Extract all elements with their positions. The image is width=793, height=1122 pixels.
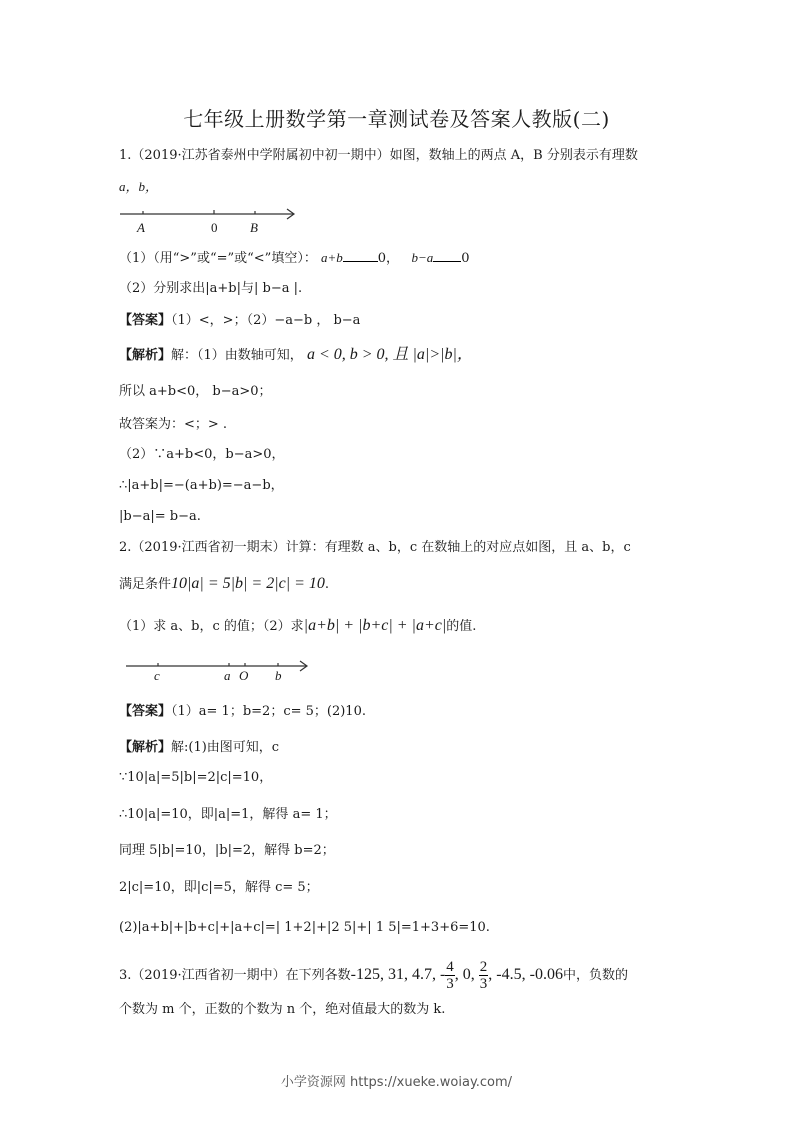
- q2-label-b: b: [275, 668, 282, 683]
- q1-part1-zero1: 0，: [377, 251, 400, 266]
- q2-label-O: O: [239, 668, 249, 683]
- q3-stem-prefix: 3.（2019·江西省初一期中）在下列各数: [119, 968, 351, 983]
- q1-number-line: [119, 206, 299, 220]
- q1-analysis-line: 所以 a+b<0， b−a>0；: [119, 384, 272, 399]
- q1-label-A: A: [137, 220, 145, 235]
- q3-frac1-den: 3: [446, 976, 454, 992]
- q1-analysis-line: ∴|a+b|=−(a+b)=−a−b，: [119, 478, 284, 493]
- q3-frac2-den: 3: [479, 976, 488, 992]
- q1-label-B: B: [250, 220, 258, 235]
- q2-analysis-line1-text: 解:(1)由图可知，c: [171, 740, 280, 755]
- q2-analysis-tag: 【解析】: [119, 740, 172, 755]
- q3-frac1-num: 4: [446, 959, 454, 975]
- q1-analysis-line1-math: a < 0, b > 0, 且 |a|>|b|，: [306, 346, 473, 363]
- q3-stem-suffix: 中，负数的: [562, 968, 628, 983]
- q1-part1: [119, 249, 470, 268]
- q1-analysis-line1-text: 解：（1）由数轴可知，: [171, 348, 303, 363]
- q2-analysis-line1: [119, 739, 279, 757]
- q2-analysis-line: ∴10|a|=10，即|a|=1，解得 a= 1；: [119, 807, 337, 822]
- q2-condition-math: 10|a| = 5|b| = 2|c| = 10: [171, 575, 325, 592]
- q3-numbers-mid: , 0,: [454, 966, 479, 983]
- q1-analysis-line: （2）∵a+b<0，b−a>0，: [119, 447, 285, 462]
- q1-stem-line1: 1.（2019·江苏省泰州中学附属初中初一期中）如图，数轴上的两点 A，B 分别表示有理数: [119, 148, 638, 163]
- q1-analysis-tag: 【解析】: [119, 348, 172, 363]
- q1-analysis-line: |b−a|= b−a.: [119, 509, 201, 524]
- q2-analysis-line: ∵10|a|=5|b|=2|c|=10，: [119, 770, 273, 785]
- q3-fraction-neg-4-3: [445, 959, 455, 992]
- q1-part1-expr1: a+b: [320, 250, 343, 265]
- q1-analysis-line1: [119, 346, 473, 365]
- q2-parts-text2: 的值.: [446, 619, 477, 634]
- q1-part2: （2）分别求出|a+b|与| b−a |.: [119, 281, 303, 296]
- q2-number-line: [124, 658, 314, 672]
- page-footer-watermark: 小学资源网 https://xueke.woiay.com/: [280, 1075, 513, 1090]
- page-title: 七年级上册数学第一章测试卷及答案人教版(二): [183, 107, 610, 131]
- q2-answer-tag: 【答案】: [119, 704, 172, 719]
- q3-numbers-after: , -4.5, -0.06: [488, 966, 563, 983]
- q2-parts: [119, 617, 476, 636]
- q2-stem-line1: 2.（2019·江西省初一期末）计算：有理数 a、b，c 在数轴上的对应点如图，且 a、b，c: [119, 540, 631, 555]
- q1-analysis-line: 故答案为：<；> .: [119, 417, 228, 432]
- q2-stem-line2-end: .: [324, 577, 330, 592]
- q2-stem-line2-text: 满足条件: [119, 577, 172, 592]
- q1-part1-prefix: （1）（用“>”或“=”或“<”填空）：: [119, 251, 317, 266]
- q1-blank-2[interactable]: [433, 249, 461, 262]
- q1-blank-1[interactable]: [343, 249, 378, 262]
- q2-analysis-line: 同理 5|b|=10，|b|=2，解得 b=2；: [119, 843, 335, 858]
- q3-stem-line1: [119, 958, 628, 993]
- q2-parts-math: |a+b| + |b+c| + |a+c|: [303, 617, 447, 634]
- q2-answer-text: （1）a= 1；b=2；c= 5；(2)10.: [171, 704, 366, 719]
- q2-label-c: c: [154, 668, 160, 683]
- q1-part1-expr2: b−a: [411, 250, 434, 265]
- q1-stem-line2: a，b，: [119, 179, 159, 194]
- q2-parts-text1: （1）求 a、b，c 的值；（2）求: [119, 619, 304, 634]
- q1-answer-text: （1）<，>；（2）−a−b ， b−a: [171, 313, 361, 328]
- q1-label-0: 0: [211, 220, 218, 235]
- q1-part1-zero2: 0: [461, 251, 470, 266]
- q3-fraction-2-3: [479, 959, 489, 992]
- q1-answer: [119, 312, 360, 330]
- q3-numbers-before: -125, 31, 4.7, -: [350, 966, 446, 983]
- q2-label-a: a: [224, 668, 231, 683]
- q2-stem-line2: [119, 575, 329, 594]
- q2-analysis-line: 2|c|=10，即|c|=5，解得 c= 5；: [119, 880, 319, 895]
- q2-answer: [119, 703, 366, 721]
- q3-stem-line2: 个数为 m 个，正数的个数为 n 个，绝对值最大的数为 k.: [119, 1002, 446, 1017]
- q2-analysis-line: (2)|a+b|+|b+c|+|a+c|=| 1+2|+|2 5|+| 1 5|=1+3+6=10.: [119, 920, 490, 935]
- q1-answer-tag: 【答案】: [119, 313, 172, 328]
- q3-frac2-num: 2: [479, 959, 488, 975]
